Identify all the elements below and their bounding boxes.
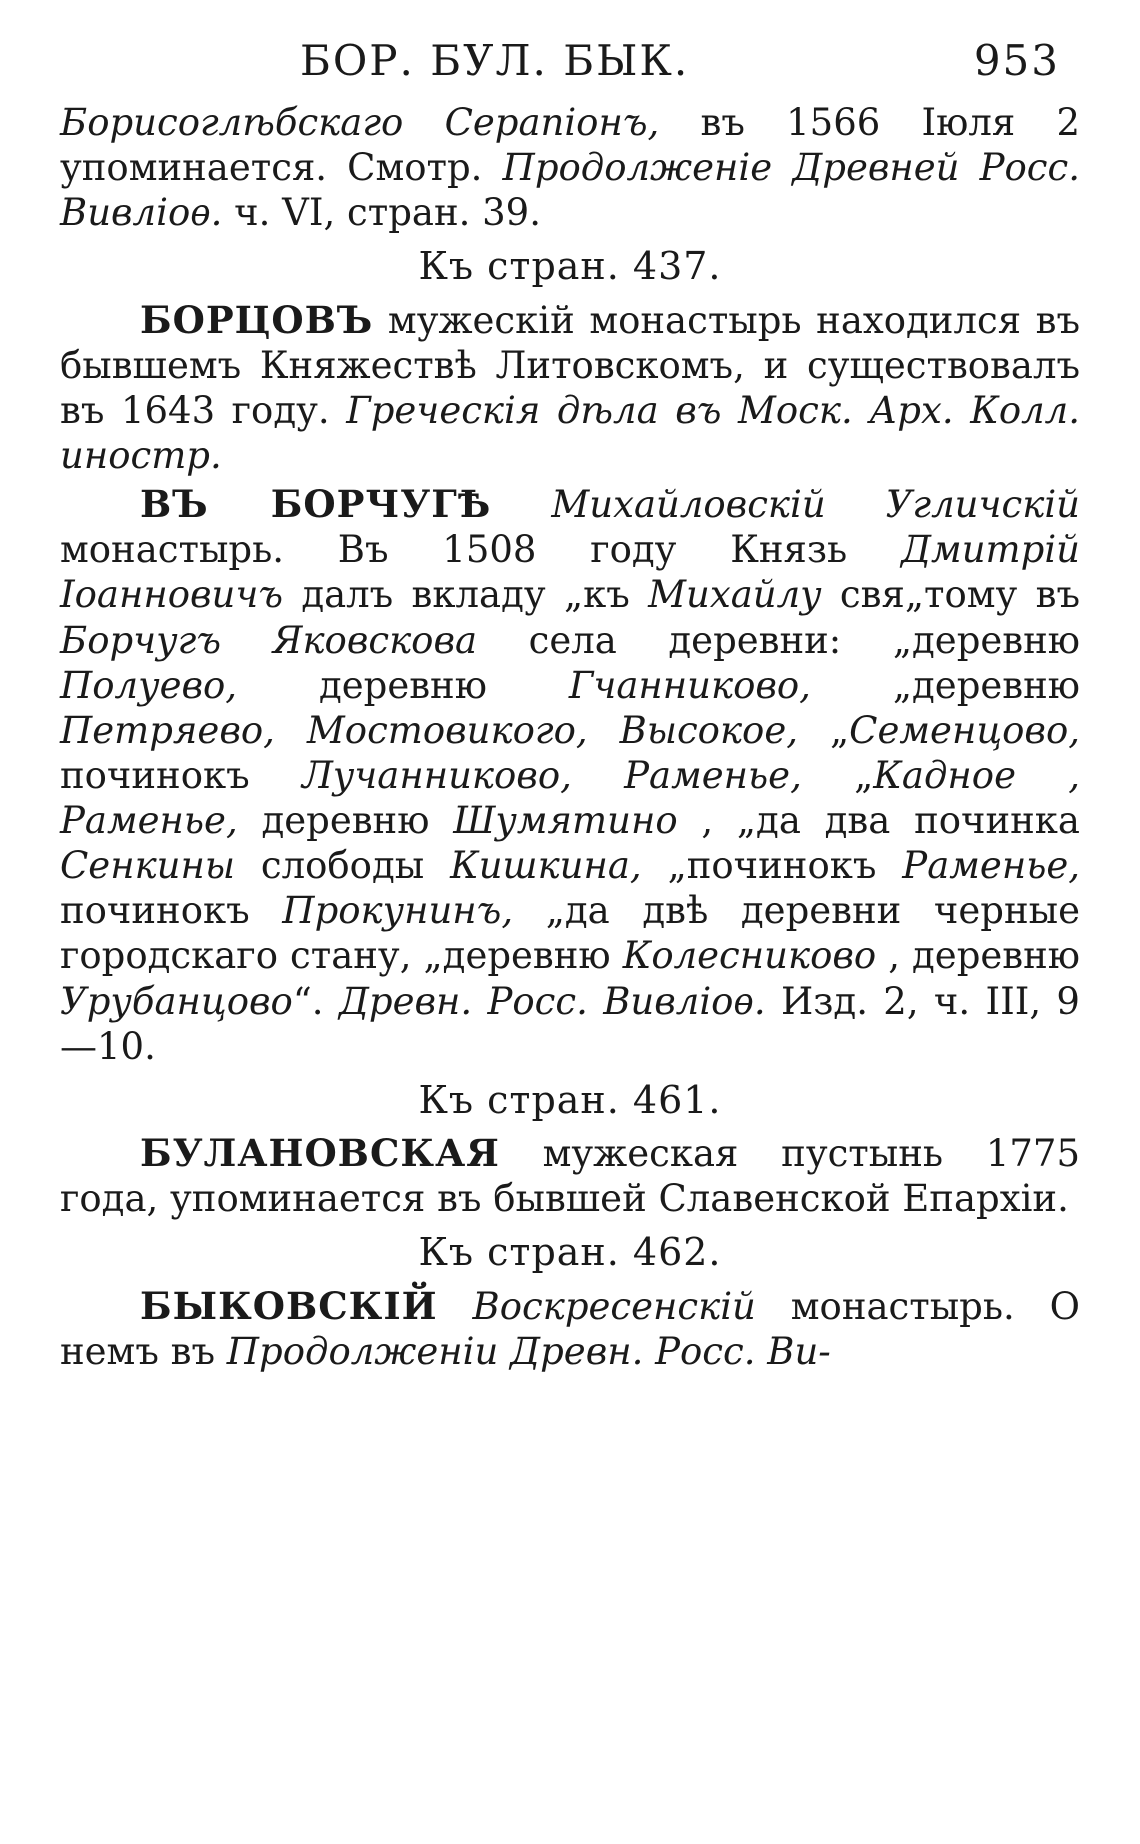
- italic-text: Урубанцово: [60, 979, 293, 1023]
- italic-text: Михайловскій Угличскій: [551, 483, 1081, 527]
- entry-heading: БЫКОВСКІЙ: [140, 1283, 438, 1328]
- italic-text: Прокунинъ,: [282, 889, 514, 933]
- italic-text: Шумятино: [453, 799, 678, 843]
- body-text: [491, 483, 551, 526]
- body-text: , деревню: [876, 934, 1080, 978]
- italic-text: Продолженіе Древней Росс. Вивліоѳ.: [60, 146, 1080, 235]
- section-reference: Къ стран. 461.: [418, 1077, 722, 1122]
- italic-text: Борчугъ Яковскова: [60, 618, 478, 662]
- body-text: починокъ: [60, 753, 302, 797]
- body-text: свя„тому въ: [821, 573, 1080, 617]
- italic-text: Петряево, Мостовикого, Высокое,: [60, 708, 798, 752]
- body-text: далъ вкладу „къ: [283, 573, 649, 617]
- body-text: ч. VI, стран. 39.: [222, 191, 541, 235]
- italic-text: Раменье,: [902, 844, 1080, 888]
- italic-text: Кишкина,: [450, 844, 642, 888]
- italic-text: Древн. Росс. Вивліоѳ.: [338, 979, 766, 1023]
- italic-text: Дмитрій Іоанновичъ: [60, 528, 1080, 617]
- page-header: [60, 30, 1080, 100]
- italic-text: Сенкины: [60, 844, 236, 888]
- body-text: починокъ: [60, 889, 283, 933]
- italic-text: Михайлу: [648, 573, 822, 617]
- entry-heading: БУЛАНОВСКАЯ: [140, 1131, 500, 1176]
- italic-text: Колесниково: [622, 934, 877, 978]
- page-body: [60, 100, 1080, 1374]
- italic-text: Гчанниково,: [568, 663, 811, 707]
- body-text: „да двѣ деревни черные городскаго стану, „деревню: [60, 889, 1080, 978]
- body-text: монастырь. О немъ въ: [60, 1284, 1080, 1373]
- section-reference: Къ стран. 462.: [418, 1230, 722, 1275]
- body-text: слободы: [235, 844, 451, 888]
- body-text: мужескій монастырь находился въ бывшемъ Княжествѣ Литовскомъ, и существовалъ въ 1643 году.: [60, 298, 1080, 432]
- body-text: села деревни: „деревню: [477, 618, 1080, 662]
- body-text: деревню: [237, 799, 454, 843]
- body-text: „починокъ: [641, 844, 903, 888]
- italic-text: Воскресенскій: [472, 1284, 756, 1328]
- body-text: въ 1566 Іюля 2 упоминается. Смотр.: [60, 101, 1080, 190]
- entry-heading: БОРЦОВЪ: [140, 297, 374, 342]
- running-head: БОР. БУЛ. БЫК.: [300, 36, 690, 85]
- entry-borchug: [60, 482, 1080, 1069]
- entry-borcov: [60, 298, 1080, 479]
- body-text: „: [797, 708, 850, 752]
- section-reference: Къ стран. 437.: [418, 244, 722, 289]
- body-text: Изд. 2, ч. III, 9—10.: [60, 979, 1080, 1068]
- entry-bykovskiy: [60, 1284, 1080, 1374]
- body-text: „: [801, 753, 874, 797]
- body-text: “.: [292, 979, 339, 1023]
- body-text: монастырь. Въ 1508 году Князь: [60, 528, 901, 572]
- body-text: мужеская пустынь 1775 года, упоминается въ бывшей Славенской Епархіи.: [60, 1132, 1080, 1221]
- italic-text: Лучанниково, Раменье,: [301, 753, 802, 797]
- italic-text: Семенцово,: [849, 708, 1080, 752]
- italic-text: Продолженіи Древн. Росс. Ви-: [226, 1329, 831, 1373]
- italic-text: Полуево,: [60, 663, 238, 707]
- italic-text: Греческія дѣла въ Моск. Арх. Колл. иностр.: [60, 388, 1080, 478]
- entry-bulanovskaya: [60, 1131, 1080, 1221]
- body-text: „деревню: [810, 663, 1080, 707]
- italic-text: Борисоглѣбскаго Серапіонъ,: [60, 101, 660, 144]
- body-text: , „да два починка: [677, 799, 1080, 843]
- entry-heading: ВЪ БОРЧУГѢ: [140, 482, 492, 527]
- body-text: деревню: [237, 663, 569, 707]
- page-number: 953: [973, 36, 1060, 85]
- italic-text: Кадное , Раменье,: [60, 753, 1080, 843]
- paragraph-continuation: [60, 100, 1080, 235]
- body-text: [438, 1285, 473, 1328]
